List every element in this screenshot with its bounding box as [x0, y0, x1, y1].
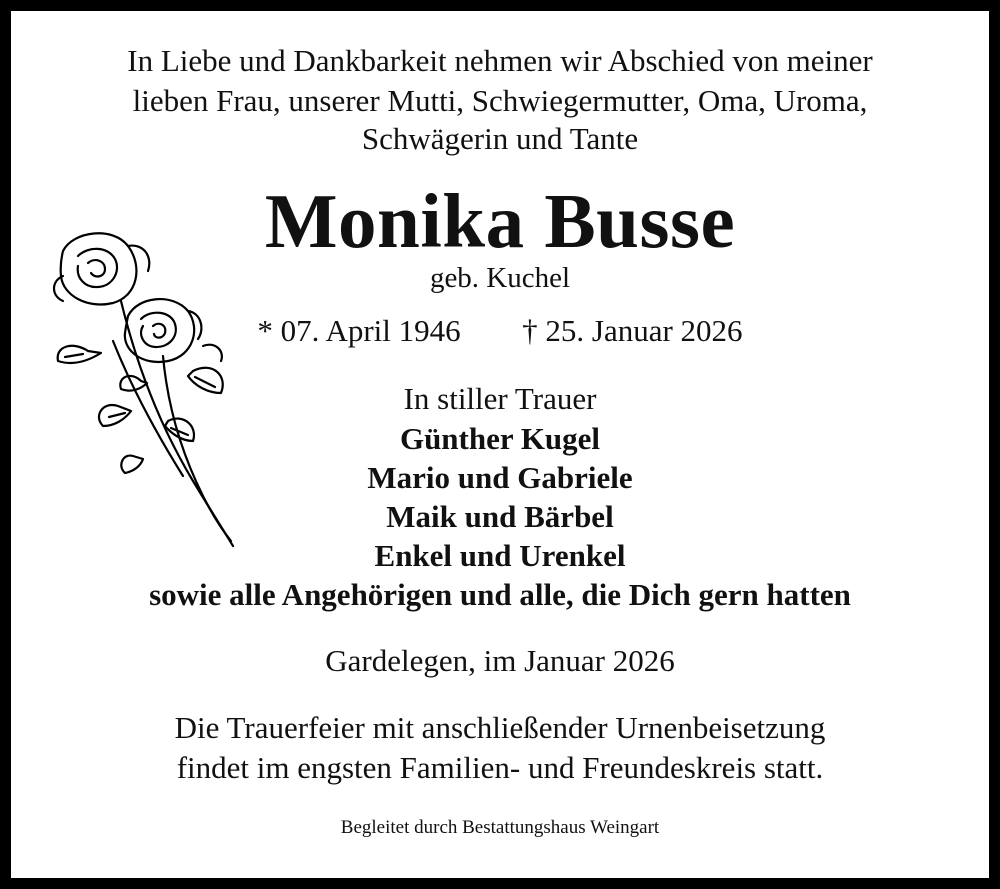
death-date: † 25. Januar 2026: [522, 313, 743, 348]
intro-line-3: Schwägerin und Tante: [361, 121, 639, 156]
mourner-name: Enkel und Urenkel: [374, 538, 626, 573]
deceased-name: Monika Busse: [264, 178, 736, 264]
birth-name: geb. Kuchel: [429, 262, 571, 294]
mourner-name: Maik und Bärbel: [386, 499, 614, 534]
mourner-name: sowie alle Angehörigen und alle, die Dich gern hatten: [149, 577, 851, 612]
place-and-date: Gardelegen, im Januar 2026: [325, 643, 675, 678]
intro-line-2: lieben Frau, unserer Mutti, Schwiegermutter, Oma, Uroma,: [132, 83, 868, 118]
service-line-2: findet im engsten Familien- und Freundeskreis statt.: [176, 750, 824, 785]
birth-date: * 07. April 1946: [257, 313, 461, 348]
service-line-1: Die Trauerfeier mit anschließender Urnenbeisetzung: [174, 710, 826, 745]
mourners-heading: In stiller Trauer: [403, 381, 597, 416]
obituary-notice: [11, 11, 989, 878]
intro-line-1: In Liebe und Dankbarkeit nehmen wir Abschied von meiner: [127, 43, 873, 78]
funeral-home-credit: Begleitet durch Bestattungshaus Weingart: [340, 817, 660, 838]
mourner-name: Günther Kugel: [399, 421, 601, 456]
roses-icon: [43, 221, 243, 556]
mourner-name: Mario und Gabriele: [367, 460, 633, 495]
